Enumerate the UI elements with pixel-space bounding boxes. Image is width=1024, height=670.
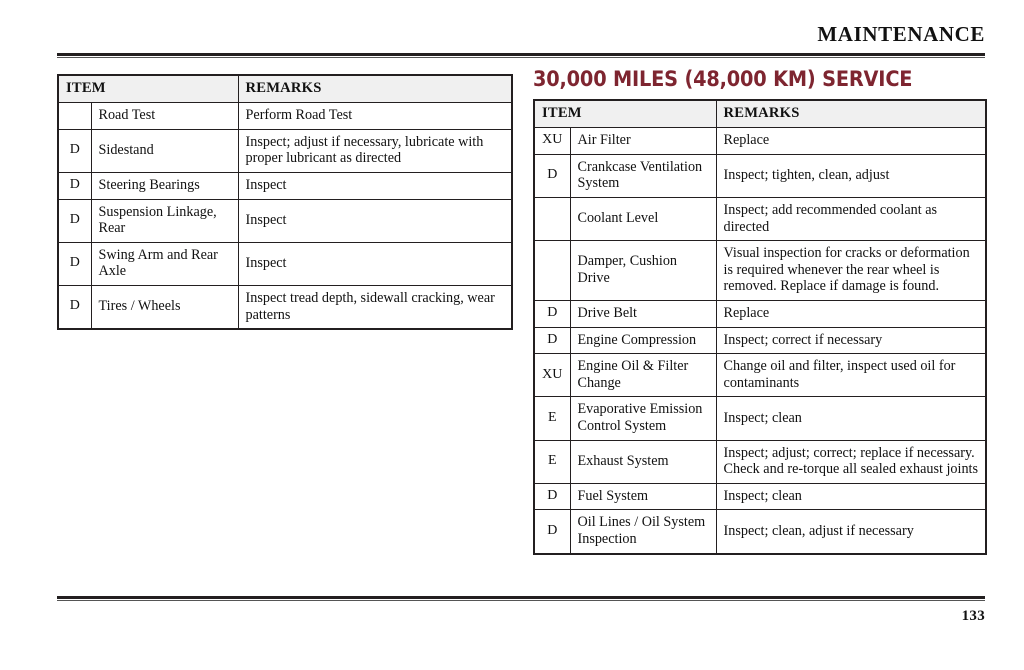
section-heading-30000-miles: 30,000 MILES (48,000 KM) SERVICE (533, 67, 913, 91)
row-code: D (534, 510, 570, 554)
table-row (58, 199, 512, 242)
row-item: Tires / Wheels (91, 285, 238, 329)
row-item: Engine Compression (570, 327, 716, 354)
table-row (58, 103, 512, 130)
header-rule-thick (57, 53, 985, 56)
table-row (58, 172, 512, 199)
footer-rule-thick (57, 596, 985, 599)
row-item: Damper, Cushion Drive (570, 241, 716, 301)
row-code (534, 241, 570, 301)
row-remarks: Perform Road Test (238, 103, 512, 130)
table-row (534, 197, 986, 240)
row-remarks: Inspect; clean, adjust if necessary (716, 510, 986, 554)
row-item: Coolant Level (570, 197, 716, 240)
row-remarks: Inspect; tighten, clean, adjust (716, 154, 986, 197)
row-code: D (534, 327, 570, 354)
row-item: Air Filter (570, 128, 716, 155)
row-item: Drive Belt (570, 300, 716, 327)
row-remarks: Inspect; adjust; correct; replace if necessary. Check and re-torque all sealed exhaust joints (716, 440, 986, 483)
row-remarks: Inspect; clean (716, 397, 986, 440)
row-code: XU (534, 354, 570, 397)
maintenance-table-continued (57, 74, 513, 330)
row-remarks: Inspect (238, 172, 512, 199)
table-row (534, 510, 986, 554)
row-code: E (534, 397, 570, 440)
row-code: D (58, 285, 91, 329)
page-title: MAINTENANCE (817, 22, 985, 46)
column-header-item: ITEM (534, 100, 716, 128)
table-header-row (534, 100, 986, 128)
row-code: D (534, 300, 570, 327)
row-item: Swing Arm and Rear Axle (91, 242, 238, 285)
row-item: Sidestand (91, 129, 238, 172)
table-row (534, 440, 986, 483)
table-header (58, 75, 512, 103)
table-header (534, 100, 986, 128)
table-row (534, 327, 986, 354)
row-remarks: Inspect (238, 242, 512, 285)
row-remarks: Inspect; correct if necessary (716, 327, 986, 354)
table-row (58, 285, 512, 329)
row-code: D (58, 199, 91, 242)
table-row (58, 129, 512, 172)
column-header-remarks: REMARKS (716, 100, 986, 128)
row-item: Suspension Linkage, Rear (91, 199, 238, 242)
table-row (534, 354, 986, 397)
header-rule-thin (57, 57, 985, 58)
row-item: Exhaust System (570, 440, 716, 483)
row-item: Steering Bearings (91, 172, 238, 199)
table-body (58, 103, 512, 330)
row-code (534, 197, 570, 240)
table-row (58, 242, 512, 285)
row-item: Fuel System (570, 483, 716, 510)
row-item: Oil Lines / Oil System Inspection (570, 510, 716, 554)
page-number: 133 (961, 608, 985, 624)
row-item: Crankcase Ventilation System (570, 154, 716, 197)
table-row (534, 241, 986, 301)
row-remarks: Visual inspection for cracks or deformation is required whenever the rear wheel is removed. Replace if damage is found. (716, 241, 986, 301)
table-row (534, 300, 986, 327)
row-remarks: Replace (716, 128, 986, 155)
row-remarks: Inspect; add recommended coolant as directed (716, 197, 986, 240)
row-code: D (58, 242, 91, 285)
table-row (534, 397, 986, 440)
maintenance-table-30000-miles (533, 99, 987, 555)
table-row (534, 483, 986, 510)
row-code: D (534, 483, 570, 510)
column-header-remarks: REMARKS (238, 75, 512, 103)
row-item: Evaporative Emission Control System (570, 397, 716, 440)
table-row (534, 154, 986, 197)
page-footer (57, 596, 985, 625)
table-header-row (58, 75, 512, 103)
page-header (57, 24, 985, 58)
row-remarks: Inspect (238, 199, 512, 242)
table-row (534, 128, 986, 155)
left-column (57, 74, 511, 330)
row-remarks: Inspect; adjust if necessary, lubricate with proper lubricant as directed (238, 129, 512, 172)
row-code: D (534, 154, 570, 197)
row-remarks: Inspect; clean (716, 483, 986, 510)
row-remarks: Replace (716, 300, 986, 327)
column-header-item: ITEM (58, 75, 238, 103)
row-remarks: Inspect tread depth, sidewall cracking, wear patterns (238, 285, 512, 329)
table-body (534, 128, 986, 554)
row-item: Road Test (91, 103, 238, 130)
row-code (58, 103, 91, 130)
right-column (533, 68, 985, 555)
row-remarks: Change oil and filter, inspect used oil for contaminants (716, 354, 986, 397)
row-item: Engine Oil & Filter Change (570, 354, 716, 397)
row-code: E (534, 440, 570, 483)
row-code: XU (534, 128, 570, 155)
row-code: D (58, 172, 91, 199)
row-code: D (58, 129, 91, 172)
